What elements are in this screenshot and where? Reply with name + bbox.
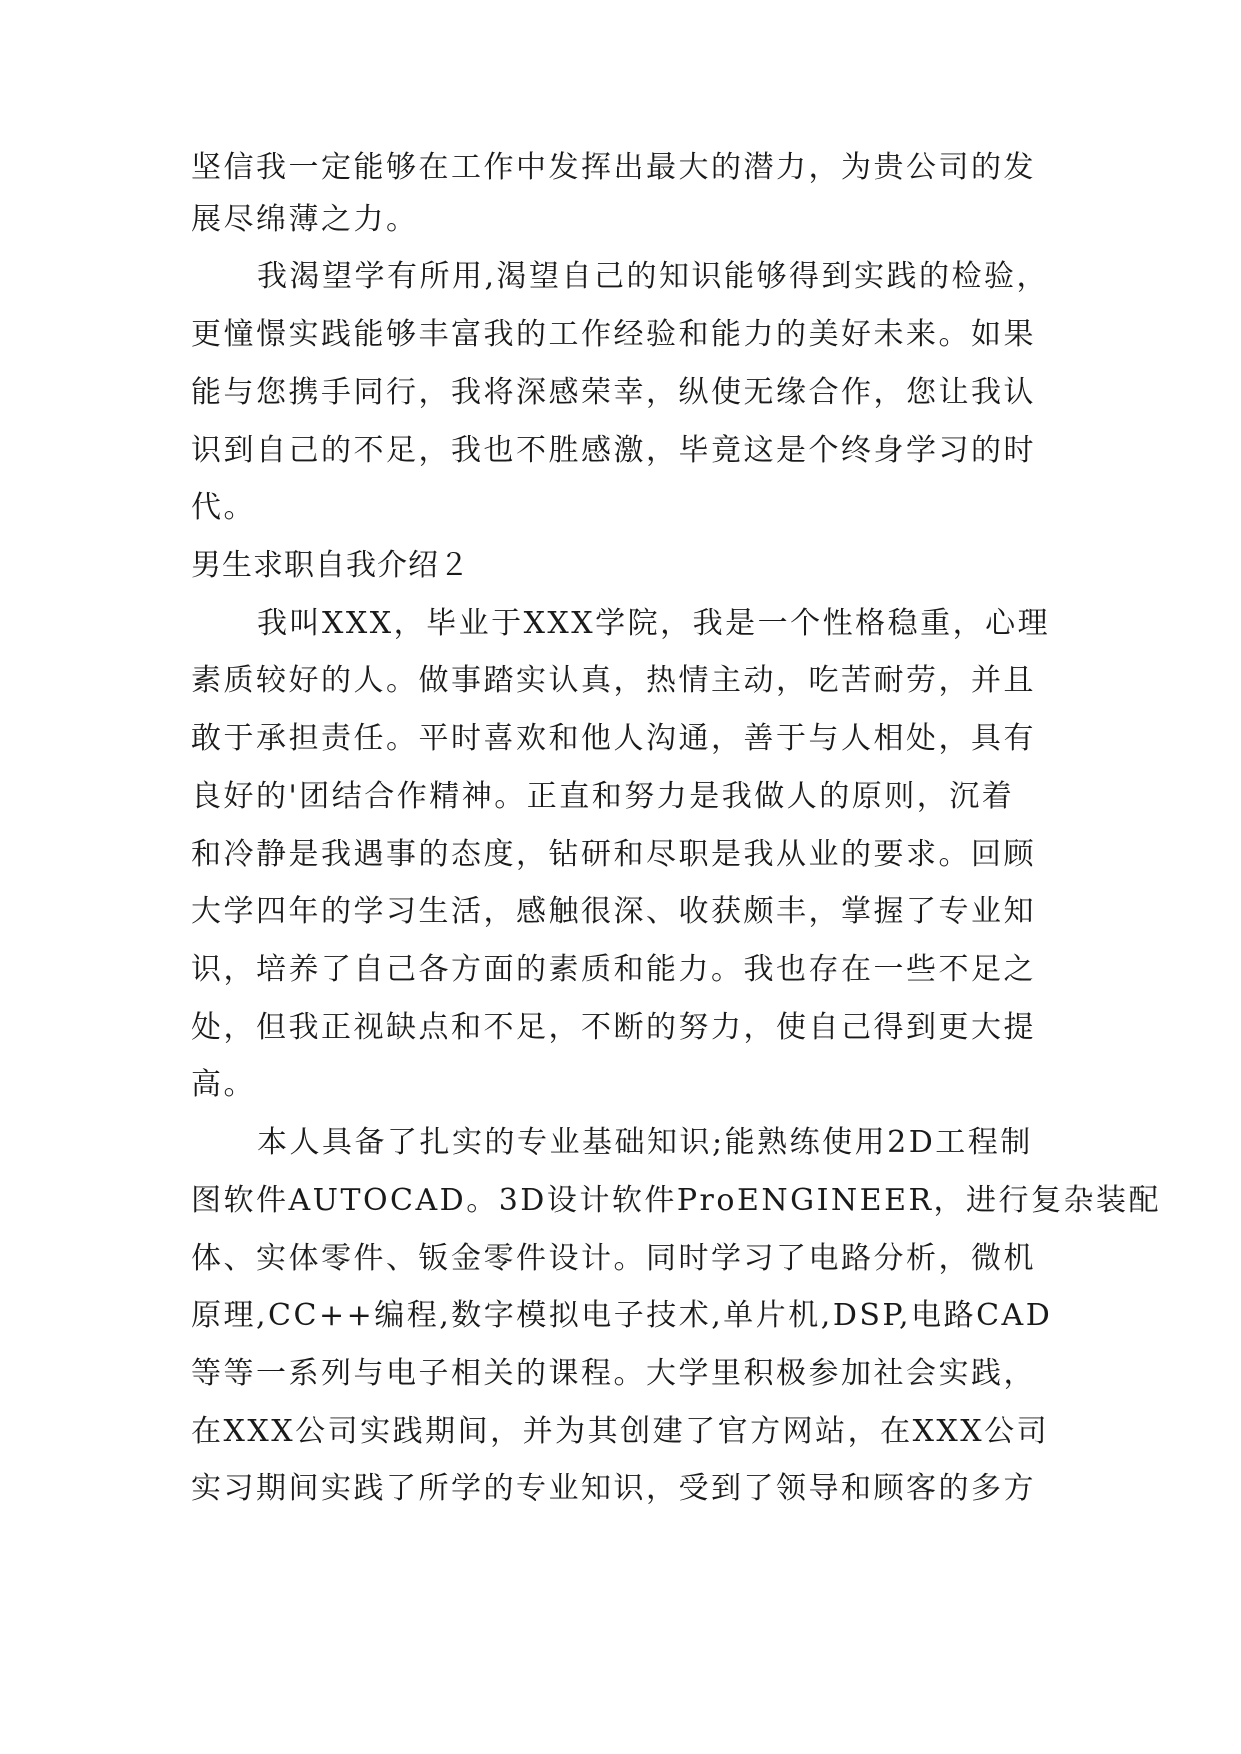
text-line: 敢于承担责任。平时喜欢和他人沟通，善于与人相处，具有 bbox=[191, 721, 1036, 756]
text-line: 原理,CC++编程,数字模拟电子技术,单片机,DSP,电路CAD bbox=[191, 1298, 1053, 1333]
text-line: 我叫XXX，毕业于XXX学院，我是一个性格稳重，心理 bbox=[257, 606, 1051, 641]
text-line: 图软件AUTOCAD。3D设计软件ProENGINEER，进行复杂装配 bbox=[191, 1183, 1162, 1218]
text-line: 素质较好的人。做事踏实认真，热情主动，吃苦耐劳，并且 bbox=[191, 663, 1036, 698]
text-line: 高。 bbox=[191, 1067, 256, 1102]
text-line: 等等一系列与电子相关的课程。大学里积极参加社会实践， bbox=[191, 1356, 1036, 1391]
text-line: 本人具备了扎实的专业基础知识;能熟练使用2D工程制 bbox=[257, 1125, 1033, 1160]
text-line: 体、实体零件、钣金零件设计。同时学习了电路分析，微机 bbox=[191, 1241, 1036, 1276]
text-line: 实习期间实践了所学的专业知识，受到了领导和顾客的多方 bbox=[191, 1471, 1036, 1506]
text-line: 能与您携手同行，我将深感荣幸，纵使无缘合作，您让我认 bbox=[191, 375, 1036, 410]
text-line: 我渴望学有所用,渴望自己的知识能够得到实践的检验， bbox=[257, 259, 1050, 294]
text-line: 代。 bbox=[191, 490, 256, 525]
text-line: 识到自己的不足，我也不胜感激，毕竟这是个终身学习的时 bbox=[191, 433, 1036, 468]
text-line: 识，培养了自己各方面的素质和能力。我也存在一些不足之 bbox=[191, 952, 1036, 987]
text-line: 良好的'团结合作精神。正直和努力是我做人的原则，沉着 bbox=[191, 779, 1015, 814]
text-line: 和冷静是我遇事的态度，钻研和尽职是我从业的要求。回顾 bbox=[191, 837, 1036, 872]
section-heading: 男生求职自我介绍２ bbox=[191, 548, 470, 583]
text-line: 在XXX公司实践期间，并为其创建了官方网站，在XXX公司 bbox=[191, 1414, 1050, 1449]
text-line: 展尽绵薄之力。 bbox=[191, 202, 419, 237]
text-line: 更憧憬实践能够丰富我的工作经验和能力的美好未来。如果 bbox=[191, 317, 1036, 352]
text-line: 大学四年的学习生活，感触很深、收获颇丰，掌握了专业知 bbox=[191, 894, 1036, 929]
text-line: 处，但我正视缺点和不足，不断的努力，使自己得到更大提 bbox=[191, 1010, 1036, 1045]
text-line: 坚信我一定能够在工作中发挥出最大的潜力，为贵公司的发 bbox=[191, 150, 1036, 185]
